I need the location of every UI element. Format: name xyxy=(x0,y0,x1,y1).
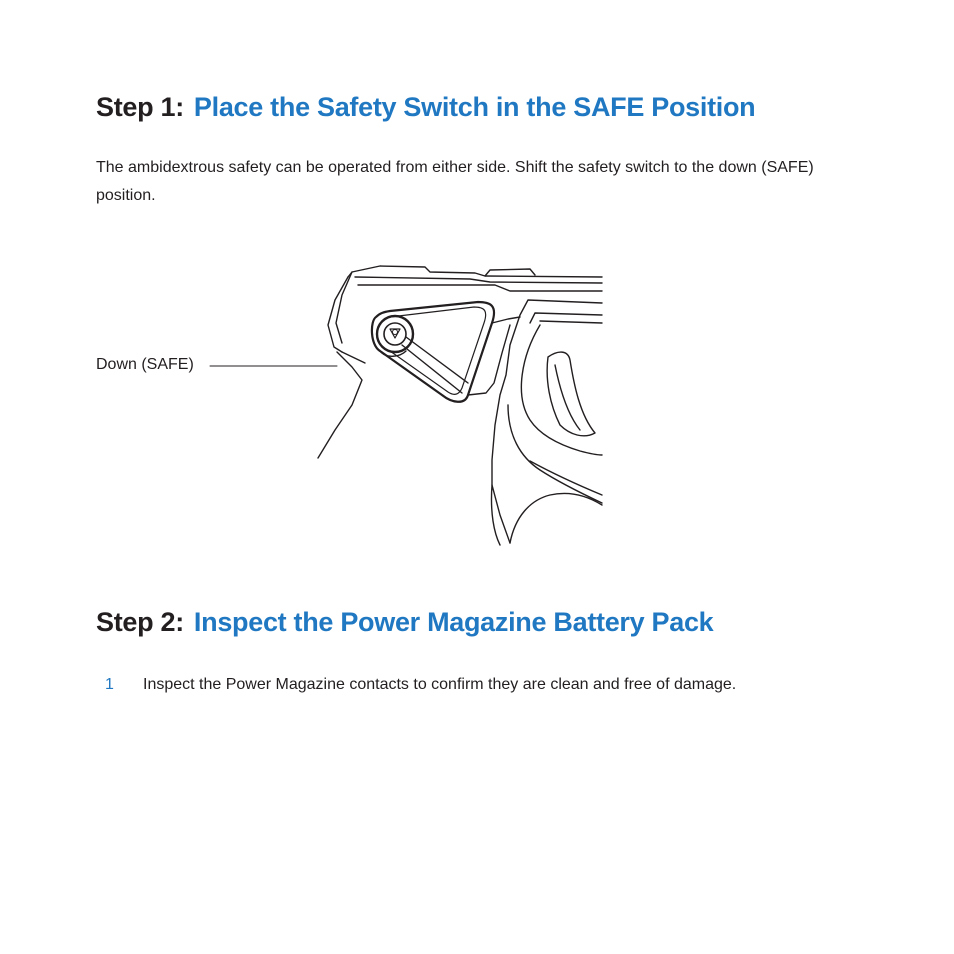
safety-callout-label: Down (SAFE) xyxy=(96,356,194,373)
step1-label: Step 1: xyxy=(96,92,184,122)
grip-front xyxy=(510,493,602,543)
step1-heading xyxy=(96,92,755,123)
trigger xyxy=(547,352,595,436)
step2-heading xyxy=(96,607,713,638)
trigger-guard xyxy=(492,300,602,543)
list-item-number: 1 xyxy=(105,676,114,693)
step2-title: Inspect the Power Magazine Battery Pack xyxy=(193,607,714,637)
list-item-text: Inspect the Power Magazine contacts to confirm they are clean and free of damage. xyxy=(143,676,737,693)
grip-back xyxy=(318,352,362,458)
step1-title: Place the Safety Switch in the SAFE Position xyxy=(193,92,756,122)
receiver-top xyxy=(348,266,602,277)
step2-label: Step 2: xyxy=(96,607,184,637)
step1-paragraph: The ambidextrous safety can be operated from either side. Shift the safety switch to the down (SAFE) position. xyxy=(96,159,814,204)
safety-switch-illustration xyxy=(90,255,610,550)
